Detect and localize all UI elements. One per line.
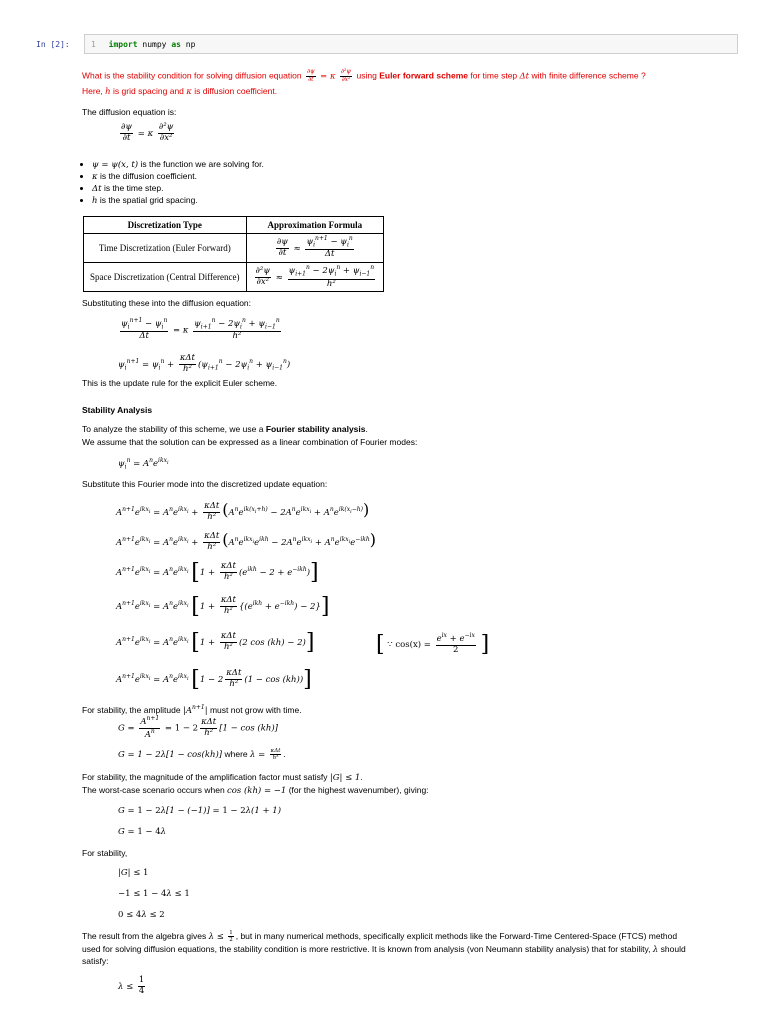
derivation-step: $A^{n+1}e^{ikx_i} = A^ne^{ikx_i}$ [1 + $\frac{\text{κΔt}}{\text{h²}}$ (2 cos (kh) − 2)] — [116, 630, 315, 655]
stability-inequality: |G| ≤ 1 — [118, 868, 149, 878]
code-cell[interactable] — [36, 34, 738, 54]
discretization-table — [83, 216, 384, 292]
question-line-2: Here, h is grid spacing and κ is diffusion coefficient. — [82, 86, 278, 97]
keyword-as: as — [171, 40, 181, 49]
cos-identity: [ ∵ cos(x) = $\frac{e^{ix} + e^{-ix}}{2}$ ] — [376, 632, 490, 657]
question-line-1: What is the stability condition for solving diffusion equation $\frac{\partial\psi}{\partial t}$ = κ $\frac{\text{∂²ψ}}{\text{∂x²}}$ using Euler forward scheme for time step Δt with finite difference scheme ? — [82, 68, 646, 83]
question-text: for time step — [470, 70, 518, 81]
paragraph: satisfy: — [82, 956, 109, 966]
table-row — [84, 263, 384, 292]
paragraph: We assume that the solution can be expressed as a linear combination of Fourier modes: — [82, 437, 418, 447]
question-text: with finite difference scheme ? — [531, 70, 646, 81]
paragraph: The worst-case scenario occurs when cos (kh) = −1 (for the highest wavenumber), giving: — [82, 785, 429, 796]
paragraph: For stability, — [82, 848, 128, 858]
module-alias: np — [185, 40, 196, 49]
worst-case-result: G = 1 − 4λ — [118, 827, 167, 837]
table-header: Approximation Formula — [246, 217, 384, 234]
diffusion-equation: $\frac{\partial\psi}{\partial t}$ = κ $\frac{\text{∂²ψ}}{\text{∂x²}}$ — [121, 122, 174, 143]
stability-inequality: −1 ≤ 1 − 4λ ≤ 1 — [118, 889, 190, 899]
module-name: numpy — [142, 40, 167, 49]
stability-inequality: 0 ≤ 4λ ≤ 2 — [118, 910, 165, 920]
cell-prompt: In [2]: — [36, 40, 70, 49]
question-text: What is the stability condition for solving diffusion equation — [82, 70, 302, 81]
table-cell: Space Discretization (Central Difference) — [84, 263, 247, 292]
derivation-step: $A^{n+1}e^{ikx_i} = A^ne^{ikx_i}$ [1 + $\frac{\text{κΔt}}{\text{h²}}$ $\{(e^{ikh} + e^{-ikh}) - 2\}$] — [116, 594, 330, 619]
derivation-step: $A^{n+1}e^{ikx_i} = A^ne^{ikx_i}$ [1 + $\frac{\text{κΔt}}{\text{h²}}$ $(e^{ikh} - 2 + e^{-ikh})$] — [116, 560, 319, 585]
derivation-step: $A^{n+1}e^{ikx_i} = A^ne^{ikx_i}$ + $\frac{\text{κΔt}}{\text{h²}}$ $(A^ne^{ikx_i}e^{ikh} - 2A^ne^{ikx_i} + A^ne^{ikx_i}e^{-ikh})$ — [116, 530, 376, 552]
intro-text: The diffusion equation is: — [82, 107, 177, 117]
table-cell: Time Discretization (Euler Forward) — [84, 234, 247, 263]
amplification-factor: G = $\frac{A^{n+1}}{A^n}$ = 1 − 2 $\frac{\text{κΔt}}{\text{h²}}$ [1 − cos (kh)] — [118, 715, 278, 740]
worst-case-equation: G = 1 − 2λ[1 − (−1)] = 1 − 2λ(1 + 1) — [118, 806, 282, 816]
update-equation: $\psi_i^{n+1} = \psi_i^n$ + $\frac{\text{κΔt}}{\text{h²}}$ $(\psi_{i+1}^n - 2\psi_i^n + \psi_{i-1}^n)$ — [118, 353, 291, 374]
table-header: Discretization Type — [84, 217, 247, 234]
lambda-definition: G = 1 − 2λ[1 − cos(kh)] where λ = $\frac{\text{κΔt}}{\text{h²}}$ . — [118, 748, 286, 762]
question-text: is grid spacing and — [113, 86, 184, 96]
section-heading: Stability Analysis — [82, 405, 153, 415]
derivation-step: $A^{n+1}e^{ikx_i} = A^ne^{ikx_i}$ [1 − 2 $\frac{\text{κΔt}}{\text{h²}}$ (1 − cos (kh))] — [116, 667, 312, 692]
table-row — [84, 234, 384, 263]
derivation-step: $A^{n+1}e^{ikx_i} = A^ne^{ikx_i}$ + $\frac{\text{κΔt}}{\text{h²}}$ $(A^ne^{ik(x_i+h)} - 2A^ne^{ikx_i} + A^ne^{ik(x_i-h)})$ — [116, 500, 370, 522]
fourier-mode-equation: $\psi_i^n = A^ne^{ikx_i}$ — [118, 457, 169, 471]
line-number: 1 — [91, 40, 96, 49]
question-scheme: Euler forward scheme — [379, 70, 469, 81]
definition-list — [92, 159, 264, 207]
paragraph: To analyze the stability of this scheme, we use a Fourier stability analysis. — [82, 424, 368, 434]
question-text: is diffusion coefficient. — [194, 86, 278, 96]
list-item: • h is the spatial grid spacing. — [92, 195, 264, 207]
question-text: using — [356, 70, 377, 81]
list-item: • κ is the diffusion coefficient. — [92, 171, 264, 183]
final-stability-condition: λ ≤ $\frac{1}{4}$ — [118, 975, 145, 996]
table-cell: $\frac{\text{∂²ψ}}{\text{∂x²}}$ ≈ $\frac{\psi_{i+1}^n - 2\psi_i^n + \psi_{i-1}^n}{\text{h²}}$ — [246, 263, 384, 292]
code-editor[interactable] — [84, 34, 738, 54]
table-cell: $\frac{\partial\psi}{\partial t}$ ≈ $\frac{\psi_i^{n+1} - \psi_i^n}{\Delta t}$ — [246, 234, 384, 263]
paragraph: Substitute this Fourier mode into the discretized update equation: — [82, 479, 328, 489]
paragraph: For stability, the magnitude of the amplification factor must satisfy |G| ≤ 1. — [82, 772, 363, 783]
list-item: • Δt is the time step. — [92, 183, 264, 195]
paragraph: The result from the algebra gives λ ≤ $\frac{1}{2}$ , but in many numerical methods, specifically explicit methods like the Forward-Time Centered-Space (FTCS) method — [82, 930, 678, 944]
question-text: Here, — [82, 86, 103, 96]
paragraph: used for solving diffusion equations, the stability condition is more restrictive. It is known from analysis (von Neumann stability analysis) that for stability, λ should — [82, 944, 686, 955]
list-item: • ψ = ψ(x, t) is the function we are solving for. — [92, 159, 264, 171]
substituting-text: Substituting these into the diffusion equation: — [82, 298, 252, 308]
discretized-equation: $\frac{\psi_i^{n+1} - \psi_i^n}{\Delta t}$ = κ $\frac{\psi_{i+1}^n - 2\psi_i^n + \psi_{i-1}^n}{\text{h²}}$ — [121, 317, 280, 342]
update-rule-text: This is the update rule for the explicit Euler scheme. — [82, 378, 278, 388]
keyword-import: import — [108, 40, 138, 49]
paragraph: For stability, the amplitude $|A^{n+1}|$ must not grow with time. — [82, 704, 302, 716]
code-line[interactable] — [91, 40, 195, 49]
